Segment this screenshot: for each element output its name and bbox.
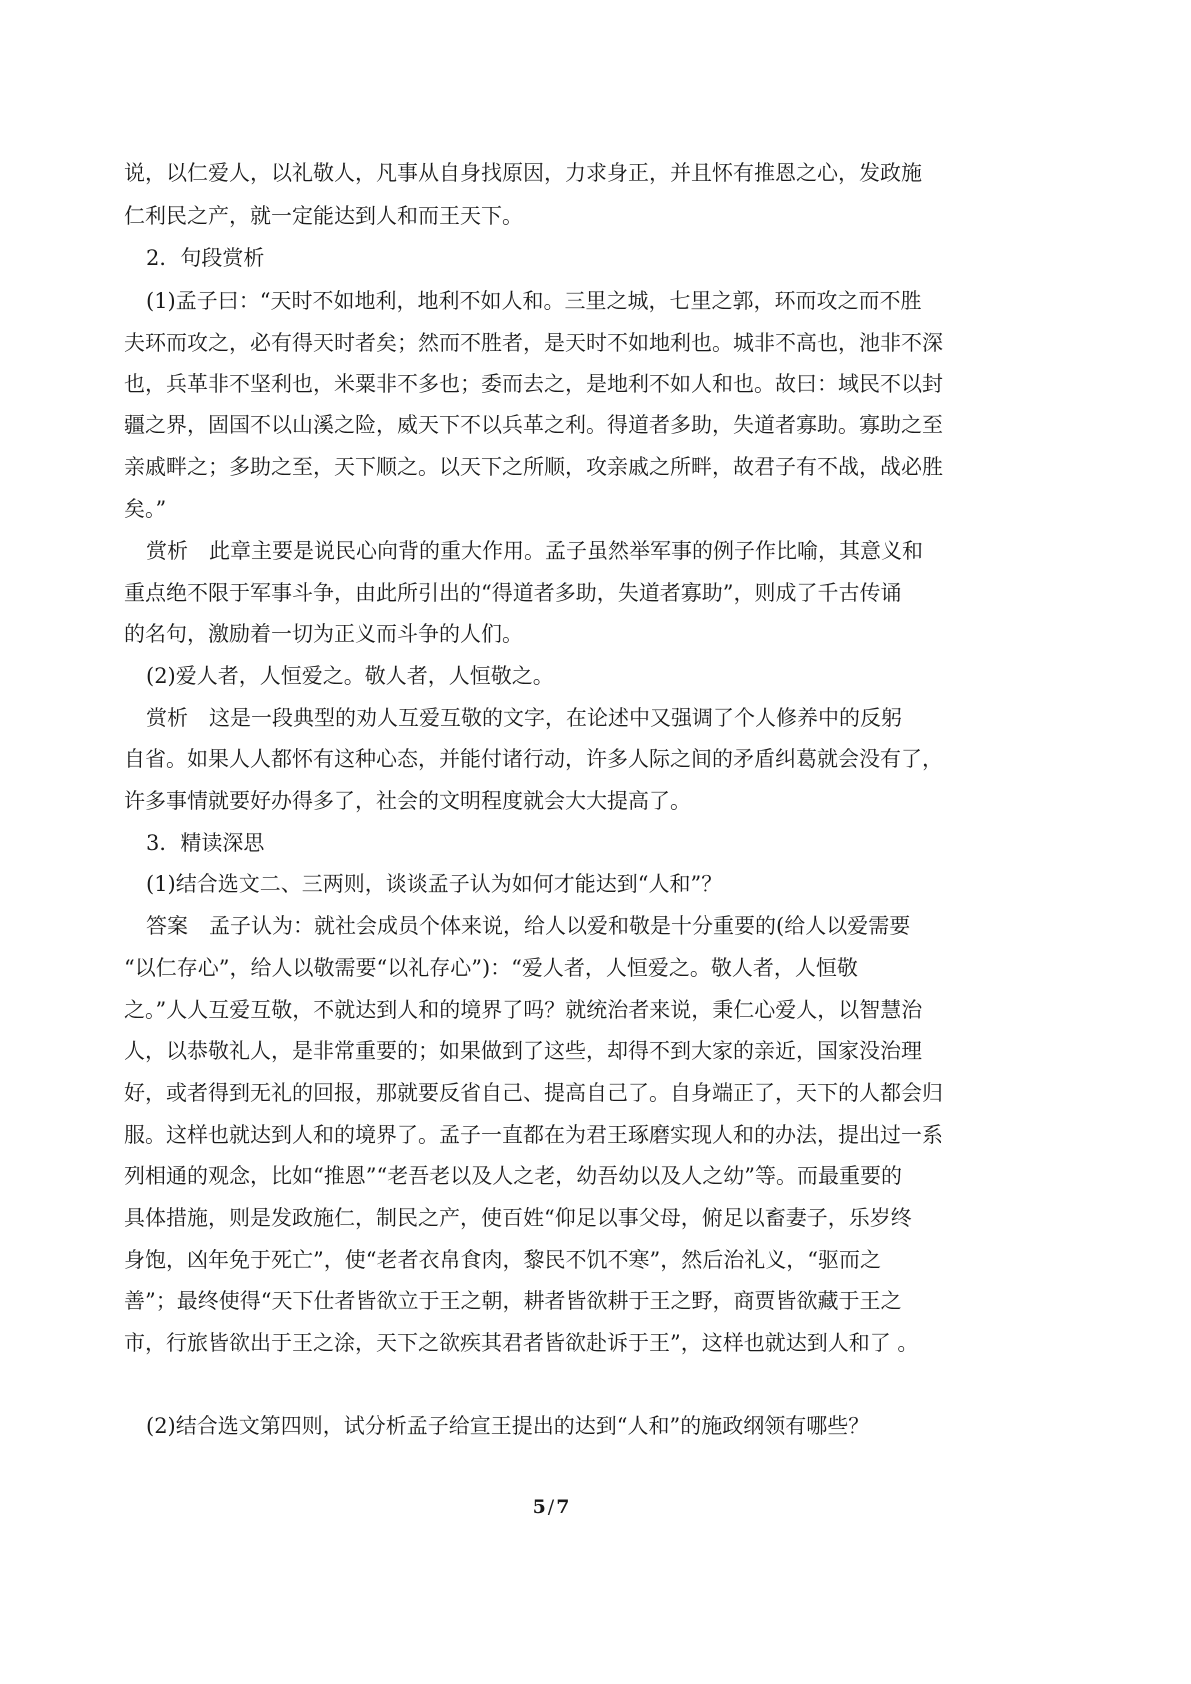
answer-line: 具体措施，则是发政施仁，制民之产，使百姓“仰足以事父母，俯足以畜妻子，乐岁终 xyxy=(124,1206,912,1230)
answer-line: “以仁存心”，给人以敬需要“以礼存心”)：“爱人者，人恒爱之。敬人者，人恒敬 xyxy=(124,956,858,980)
answer-line: 身饱，凶年免于死亡”，使“老者衣帛食肉，黎民不饥不寒”，然后治礼义，“驱而之 xyxy=(124,1248,881,1272)
text-line: 也，兵革非不坚利也，米粟非不多也；委而去之，是地利不如人和也。故曰：域民不以封 xyxy=(124,372,943,396)
page-separator: / xyxy=(547,1496,555,1518)
answer-line: 列相通的观念，比如“推恩”“老吾老以及人之老，幼吾幼以及人之幼”等。而最重要的 xyxy=(124,1164,902,1188)
section-heading: 3．精读深思 xyxy=(146,831,265,855)
text-line: 重点绝不限于军事斗争，由此所引出的“得道者多助，失道者寡助”，则成了千古传诵 xyxy=(124,581,902,605)
text-line: 自省。如果人人都怀有这种心态，并能付诸行动，许多人际之间的矛盾纠葛就会没有了， xyxy=(124,747,943,771)
text-line: 疆之界，固国不以山溪之险，威天下不以兵革之利。得道者多助，失道者寡助。寡助之至 xyxy=(124,413,943,437)
text-line: 赏析 此章主要是说民心向背的重大作用。孟子虽然举军事的例子作比喻，其意义和 xyxy=(146,539,923,563)
text-line: 仁利民之产，就一定能达到人和而王天下。 xyxy=(124,204,523,228)
text-line: 的名句，激励着一切为正义而斗争的人们。 xyxy=(124,622,523,646)
answer-line: 好，或者得到无礼的回报，那就要反省自己、提高自己了。自身端正了，天下的人都会归 xyxy=(124,1081,943,1105)
answer-line: 善”；最终使得“天下仕者皆欲立于王之朝，耕者皆欲耕于王之野，商贾皆欲藏于王之 xyxy=(124,1289,902,1313)
answer-line: 服。这样也就达到人和的境界了。孟子一直都在为君王琢磨实现人和的办法，提出过一系 xyxy=(124,1123,943,1147)
text-line: 矣。” xyxy=(124,497,167,521)
question-line: (2)结合选文第四则，试分析孟子给宣王提出的达到“人和”的施政纲领有哪些？ xyxy=(146,1414,870,1438)
answer-line: 市，行旅皆欲出于王之涂，天下之欲疾其君者皆欲赴诉于王”，这样也就达到人和了 。 xyxy=(124,1331,919,1355)
question-line: (1)结合选文二、三两则，谈谈孟子认为如何才能达到“人和”？ xyxy=(146,872,723,896)
answer-line: 之。”人人互爱互敬，不就达到人和的境界了吗？就统治者来说，秉仁心爱人，以智慧治 xyxy=(124,998,923,1022)
text-line: (2)爱人者，人恒爱之。敬人者，人恒敬之。 xyxy=(146,664,554,688)
page-number xyxy=(0,1494,1102,1520)
page-current: 5 xyxy=(532,1496,546,1518)
text-line: 夫环而攻之，必有得天时者矣；然而不胜者，是天时不如地利也。城非不高也，池非不深 xyxy=(124,331,943,355)
text-line: 赏析 这是一段典型的劝人互爱互敬的文字，在论述中又强调了个人修养中的反躬 xyxy=(146,706,902,730)
page-total: 7 xyxy=(556,1496,570,1518)
text-line: (1)孟子曰：“天时不如地利，地利不如人和。三里之城，七里之郭，环而攻之而不胜 xyxy=(146,289,922,313)
text-line: 许多事情就要好办得多了，社会的文明程度就会大大提高了。 xyxy=(124,789,691,813)
answer-line: 答案 孟子认为：就社会成员个体来说，给人以爱和敬是十分重要的(给人以爱需要 xyxy=(146,914,911,938)
answer-line: 人，以恭敬礼人，是非常重要的；如果做到了这些，却得不到大家的亲近，国家没治理 xyxy=(124,1039,922,1063)
text-line: 说，以仁爱人，以礼敬人，凡事从自身找原因，力求身正，并且怀有推恩之心，发政施 xyxy=(124,161,922,185)
section-heading: 2．句段赏析 xyxy=(146,246,265,270)
text-line: 亲戚畔之；多助之至，天下顺之。以天下之所顺，攻亲戚之所畔，故君子有不战，战必胜 xyxy=(124,455,943,479)
